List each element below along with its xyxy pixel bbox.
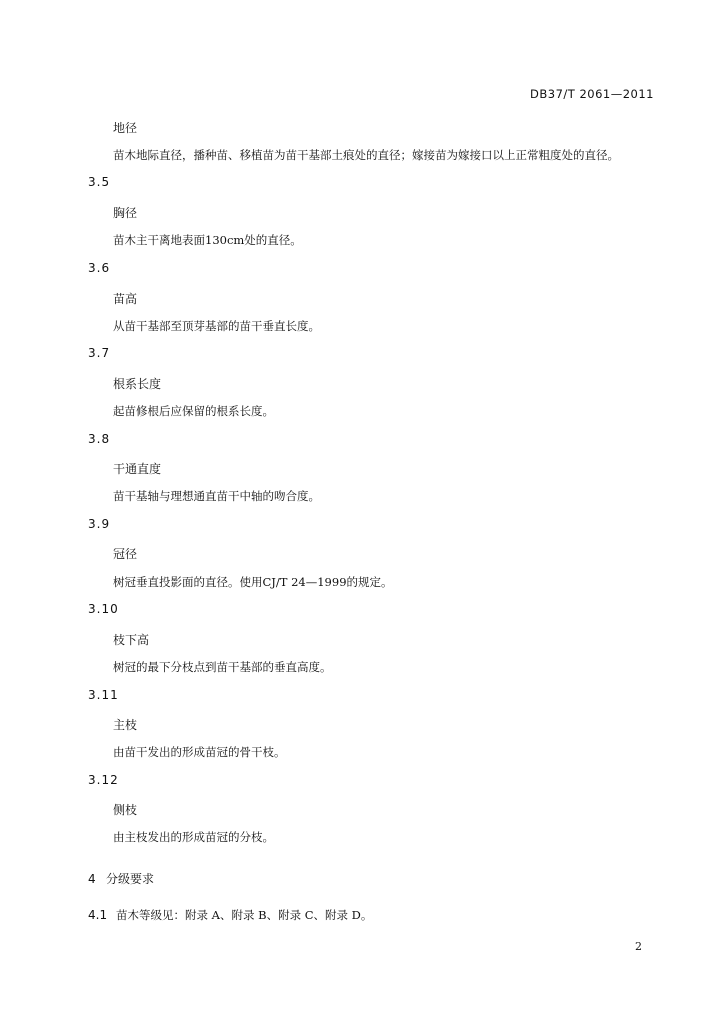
term-name: 苗高 (113, 292, 138, 306)
term-name: 根系长度 (113, 377, 162, 391)
term-definition: 由主枝发出的形成苗冠的分枝。 (113, 830, 274, 844)
term-name: 主枝 (113, 718, 138, 732)
term-definition: 树冠的最下分枝点到苗干基部的垂直高度。 (113, 660, 332, 674)
term-number: 3.10 (88, 602, 119, 616)
term-number: 3.7 (88, 346, 111, 360)
term-name: 冠径 (113, 547, 138, 561)
page-number: 2 (635, 940, 642, 953)
term-definition: 起苗修根后应保留的根系长度。 (113, 404, 274, 418)
term-definition: 由苗干发出的形成苗冠的骨干枝。 (113, 745, 286, 759)
term-number: 3.6 (88, 261, 111, 275)
term-number: 3.5 (88, 175, 111, 189)
term-definition: 苗木地际直径，播种苗、移植苗为苗干基部土痕处的直径；嫁接苗为嫁接口以上正常粗度处的直径。 (113, 148, 619, 162)
term-name: 枝下高 (113, 633, 150, 647)
term-definition: 苗干基轴与理想通直苗干中轴的吻合度。 (113, 489, 320, 503)
section-number: 4 (88, 872, 96, 886)
section-heading (88, 870, 154, 887)
sub-clause (88, 907, 372, 923)
sub-clause-text: 苗木等级见：附录 A、附录 B、附录 C、附录 D。 (116, 908, 373, 922)
term-number: 3.11 (88, 688, 119, 702)
term-number: 3.9 (88, 517, 111, 531)
sub-clause-number: 4.1 (88, 908, 108, 922)
term-definition: 苗木主干离地表面130cm处的直径。 (113, 233, 302, 247)
term-number: 3.8 (88, 432, 111, 446)
term-name: 侧枝 (113, 803, 138, 817)
term-name: 胸径 (113, 206, 138, 220)
header-standard-code: DB37/T 2061—2011 (530, 87, 654, 101)
term-name: 干通直度 (113, 462, 162, 476)
term-name: 地径 (113, 121, 138, 135)
term-definition: 从苗干基部至顶芽基部的苗干垂直长度。 (113, 319, 320, 333)
term-number: 3.12 (88, 773, 119, 787)
term-definition: 树冠垂直投影面的直径。使用CJ/T 24—1999的规定。 (113, 575, 393, 589)
section-title: 分级要求 (106, 872, 155, 886)
